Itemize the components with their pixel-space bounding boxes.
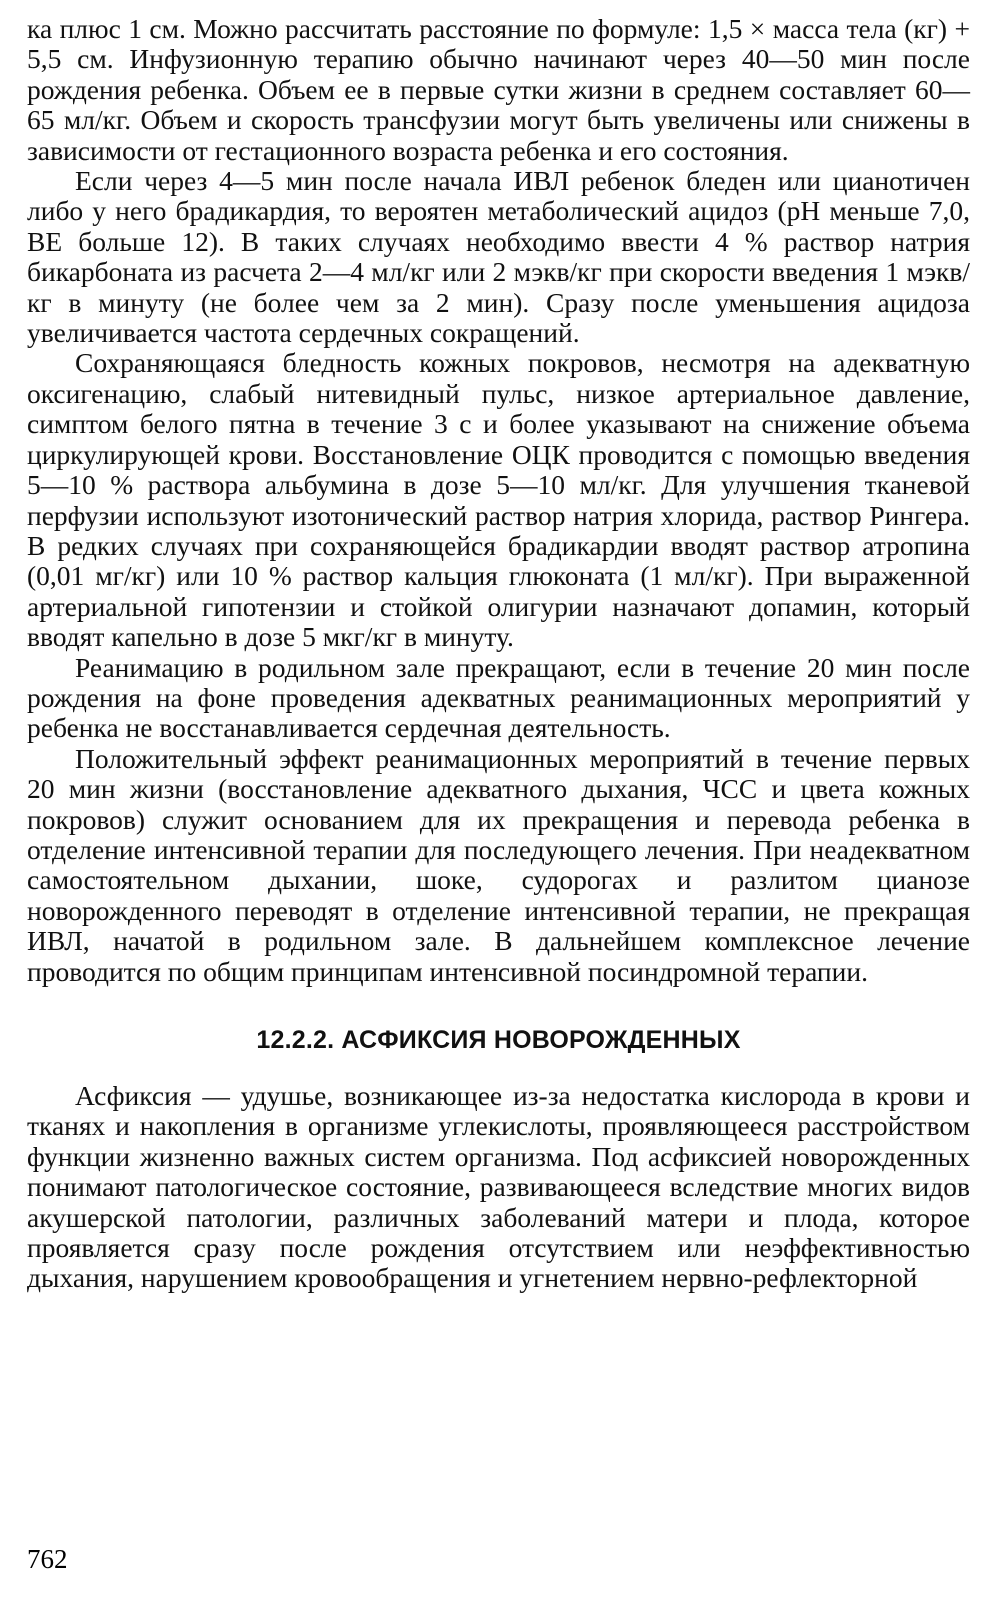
- paragraph-metabolic-acidosis: Если через 4—5 мин после начала ИВЛ ребенок бледен или цианотичен либо у него брадикардия, то вероятен метаболический ацидоз (pH меньше 7,0, BE больше 12). В таких случаях необходимо ввести 4 % раствор натрия бикарбоната из расчета 2—4 мл/кг или 2 мэкв/кг при скорости введения 1 мэкв/кг в минуту (не более чем за 2 мин). Сразу после уменьшения ацидоза увеличивается частота сердечных сокращений.: [27, 165, 970, 349]
- page-number: 762: [27, 1544, 68, 1574]
- paragraph-infusion-therapy: ка плюс 1 см. Можно рассчитать расстояние по формуле: 1,5 × масса тела (кг) + 5,5 см. Инфузионную терапию обычно начинают через 40—50 мин после рождения ребенка. Объем ее в первые сутки жизни в среднем составляет 60—65 мл/кг. Объем и скорость трансфузии могут быть увеличены или снижены в зависимости от гестационного возраста ребенка и его состояния.: [27, 13, 970, 166]
- paragraph-stop-resuscitation: Реанимацию в родильном зале прекращают, если в течение 20 мин после рождения на фоне проведения адекватных реанимационных мероприятий у ребенка не восстанавливается сердечная деятельность.: [27, 651, 970, 744]
- paragraph-positive-effect: Положительный эффект реанимационных мероприятий в течение первых 20 мин жизни (восстановление адекватного дыхания, ЧСС и цвета кожных покровов) служит основанием для их прекращения и перевода ребенка в отделение интенсивной терапии для последующего лечения. При неадекватном самостоятельном дыхании, шоке, судорогах и разлитом цианозе новорожденного переводят в отделение интенсивной терапии, не прекращая ИВЛ, начатой в родильном зале. В дальнейшем комплексное лечение проводится по общим принципам интенсивной посиндромной терапии.: [27, 742, 970, 987]
- paragraph-circulating-volume: Сохраняющаяся бледность кожных покровов, несмотря на адекватную оксигенацию, слабый нитевидный пульс, низкое артериальное давление, симптом белого пятна в течение 3 с и более указывают на снижение объема циркулирующей крови. Восстановление ОЦК проводится с помощью введения 5—10 % раствора альбумина в дозе 5—10 мл/кг. Для улучшения тканевой перфузии используют изотонический раствор натрия хлорида, раствор Рингера. В редких случаях при сохраняющейся брадикардии вводят раствор атропина (0,01 мг/кг) или 10 % раствор кальция глюконата (1 мл/кг). При выраженной артериальной гипотензии и стойкой олигурии назначают допамин, который вводят капельно в дозе 5 мкг/кг в минуту.: [27, 347, 970, 653]
- section-heading: 12.2.2. АСФИКСИЯ НОВОРОЖДЕННЫХ: [256, 1026, 741, 1054]
- paragraph-asphyxia-definition: Асфиксия — удушье, возникающее из-за недостатка кислорода в крови и тканях и накопления в организме углекислоты, проявляющееся расстройством функции жизненно важных систем организма. Под асфиксией новорожденных понимают патологическое состояние, развивающееся вследствие многих видов акушерской патологии, различных заболеваний матери и плода, которое проявляется сразу после рождения отсутствием или неэффективностью дыхания, нарушением кровообращения и угнетением нервно-рефлекторной: [27, 1080, 970, 1294]
